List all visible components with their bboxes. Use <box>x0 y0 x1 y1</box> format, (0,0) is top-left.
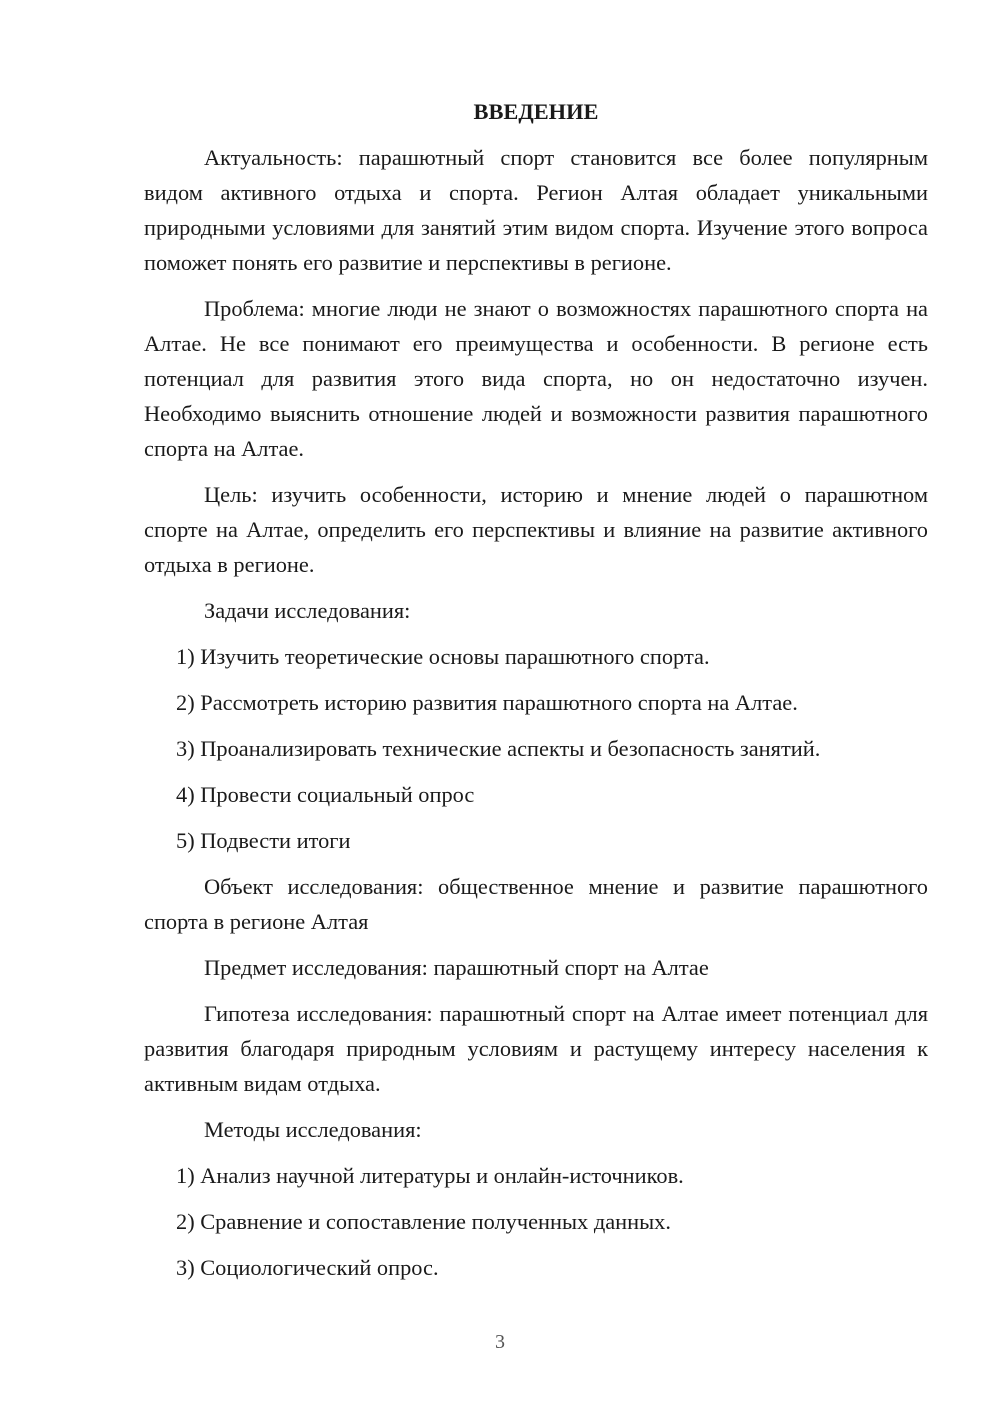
list-item: 1) Изучить теоретические основы парашютного спорта. <box>176 644 710 669</box>
object-paragraph: Объект исследования: общественное мнение и развитие парашютного спорта в регионе Алтая <box>144 874 928 934</box>
list-item: 2) Рассмотреть историю развития парашютного спорта на Алтае. <box>176 690 798 715</box>
list-item: 4) Провести социальный опрос <box>176 782 475 807</box>
tasks-heading: Задачи исследования: <box>204 598 411 623</box>
section-title: ВВЕДЕНИЕ <box>473 99 599 124</box>
document-page <box>144 94 928 1296</box>
methods-list <box>144 1158 928 1285</box>
list-item: 3) Проанализировать технические аспекты и безопасность занятий. <box>176 736 821 761</box>
subject-line: Предмет исследования: парашютный спорт на Алтае <box>204 955 709 980</box>
problem-paragraph: Проблема: многие люди не знают о возможностях парашютного спорта на Алтае. Не все понимают его преимущества и особенности. В регионе есть потенциал для развития этого вида спорта, но он недостаточно изучен. Необходимо выяснить отношение людей и возможности развития парашютного спорта на Алтае. <box>144 296 928 461</box>
list-item: 3) Социологический опрос. <box>176 1255 439 1280</box>
relevance-paragraph: Актуальность: парашютный спорт становится все более популярным видом активного отдыха и спорта. Регион Алтая обладает уникальными природными условиями для занятий этим видом спорта. Изучение этого вопроса поможет понять его развитие и перспективы в регионе. <box>144 145 928 275</box>
list-item: 2) Сравнение и сопоставление полученных данных. <box>176 1209 671 1234</box>
goal-paragraph: Цель: изучить особенности, историю и мнение людей о парашютном спорте на Алтае, определить его перспективы и влияние на развитие активного отдыха в регионе. <box>144 482 928 577</box>
methods-heading: Методы исследования: <box>204 1117 422 1142</box>
list-item: 1) Анализ научной литературы и онлайн-источников. <box>176 1163 684 1188</box>
tasks-list <box>144 639 928 858</box>
list-item: 5) Подвести итоги <box>176 828 351 853</box>
page-number: 3 <box>495 1331 505 1353</box>
hypothesis-paragraph: Гипотеза исследования: парашютный спорт на Алтае имеет потенциал для развития благодаря природным условиям и растущему интересу населения к активным видам отдыха. <box>144 1001 928 1096</box>
